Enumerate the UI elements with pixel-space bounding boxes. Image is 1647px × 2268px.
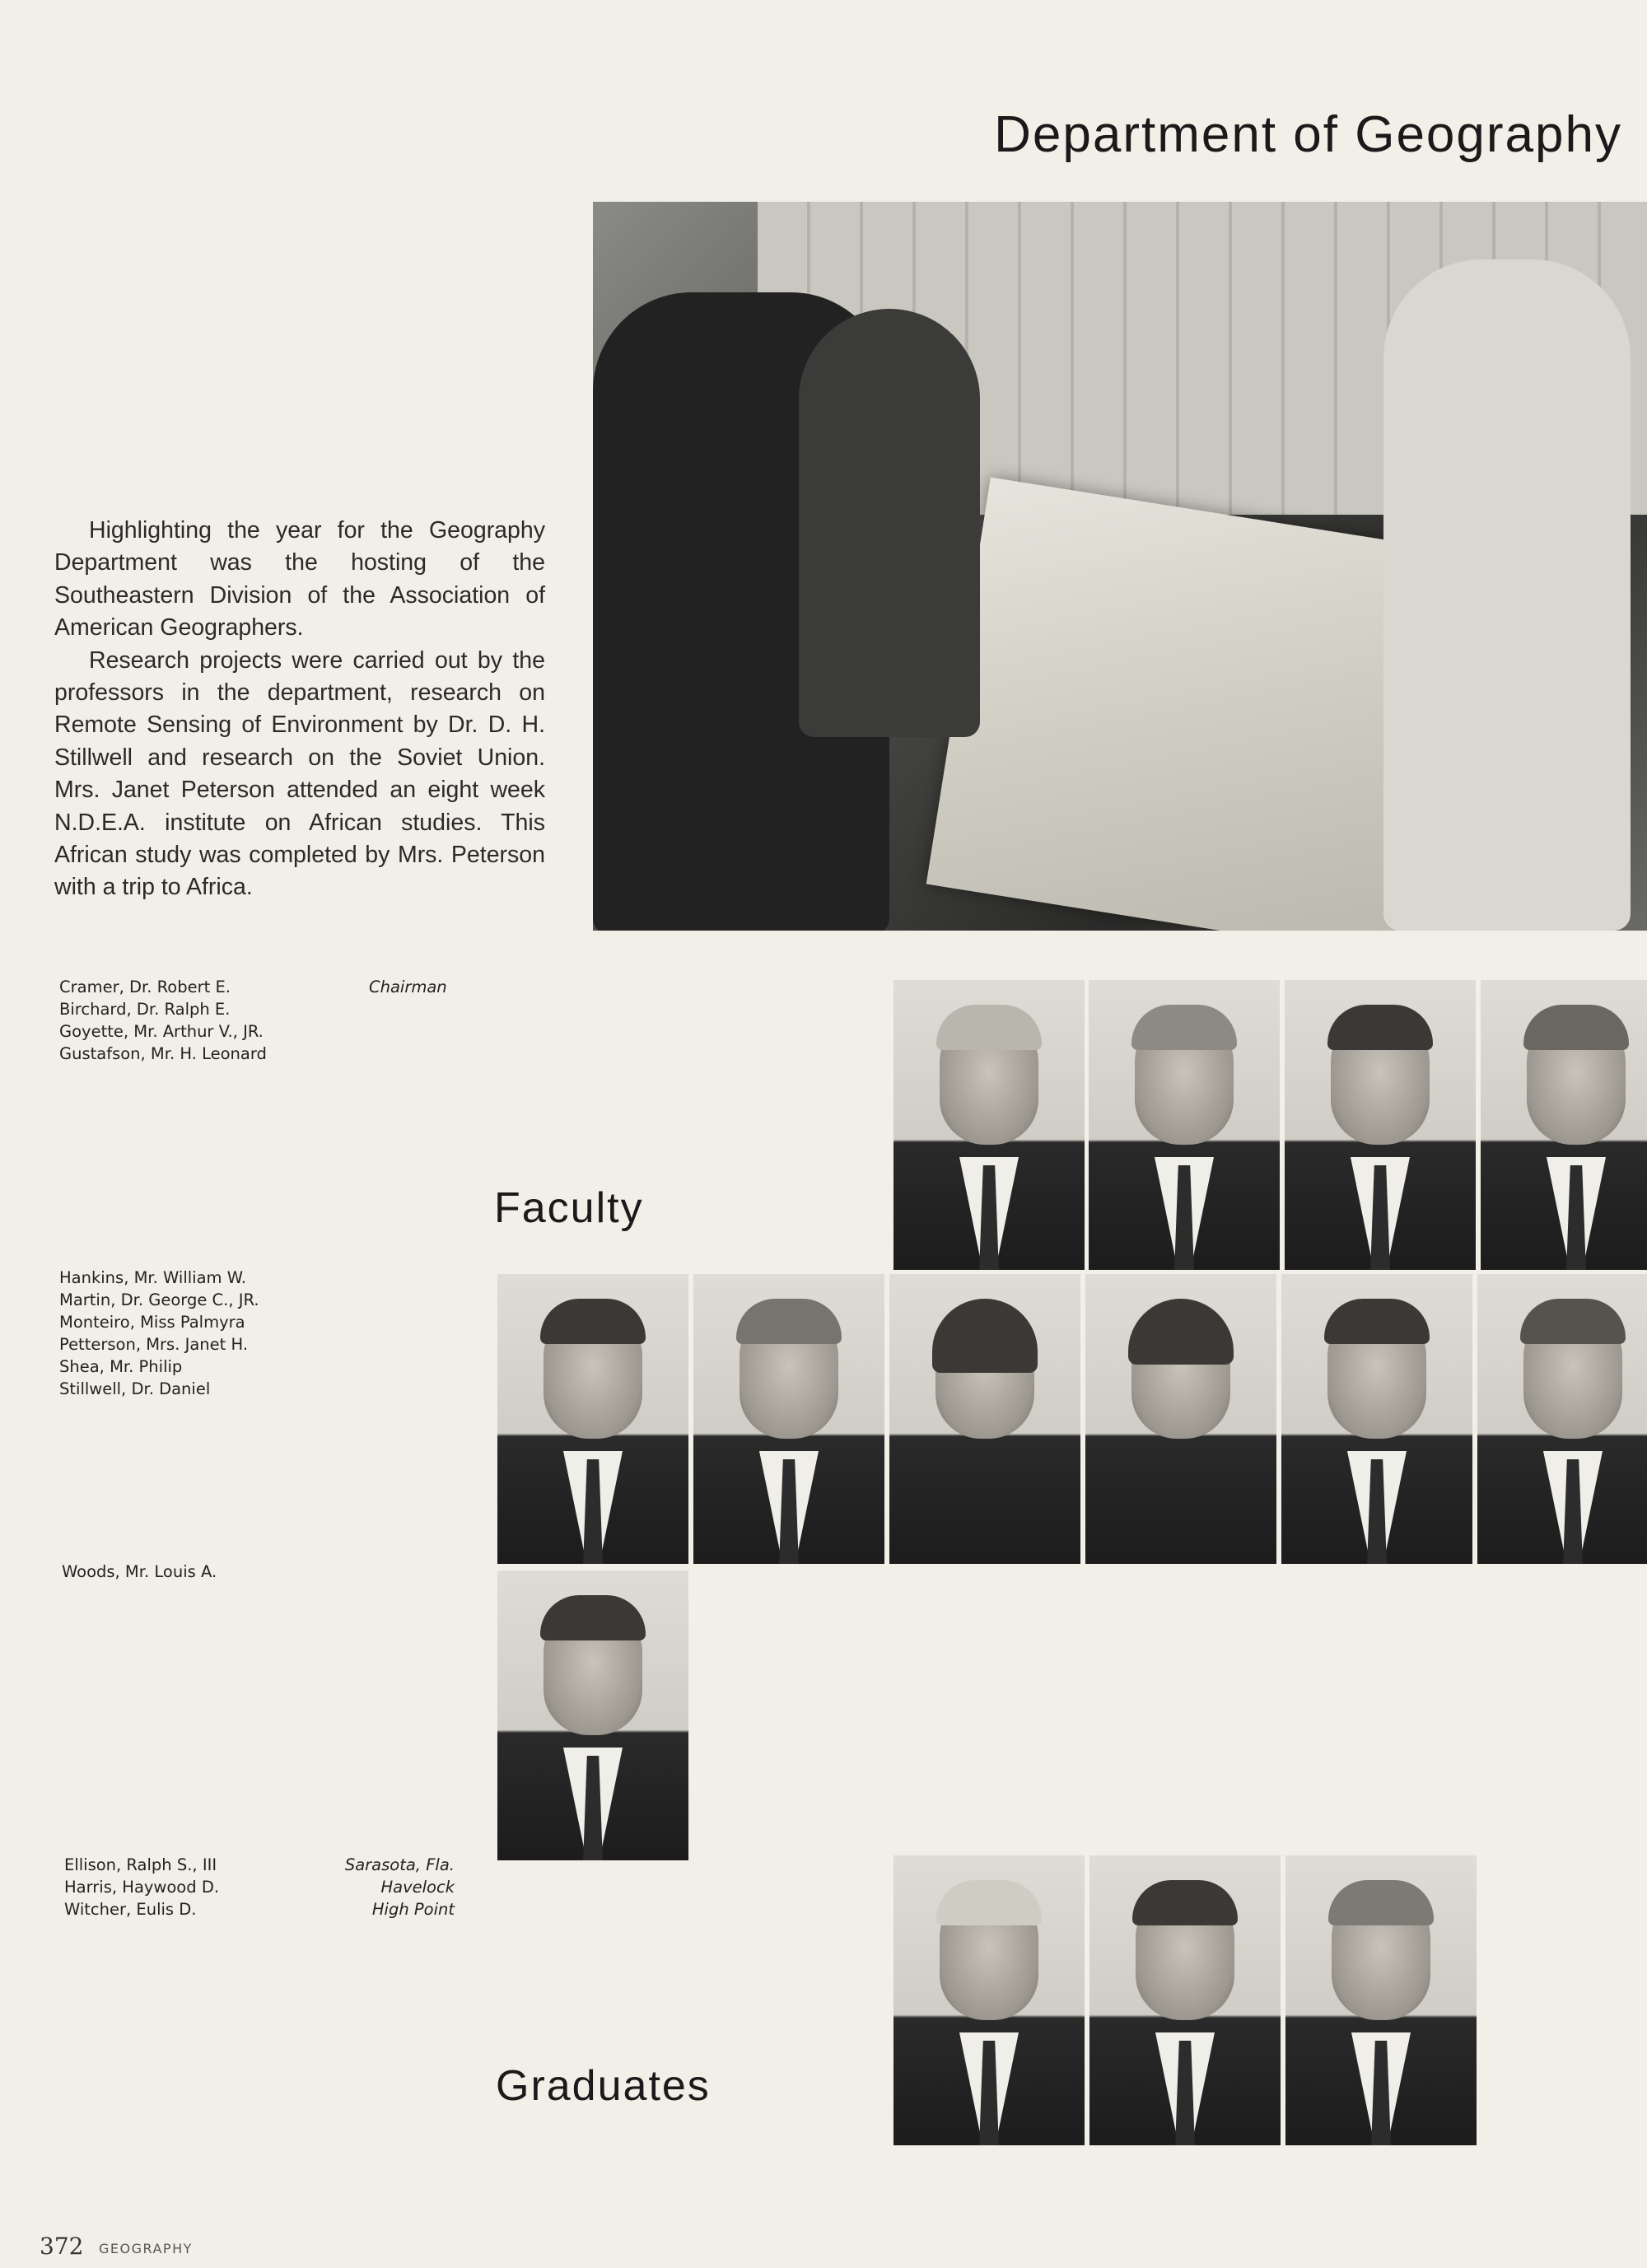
faculty-name: Shea, Mr. Philip — [59, 1357, 183, 1376]
faculty-portrait — [893, 980, 1085, 1270]
faculty-row2-names — [59, 1267, 259, 1400]
graduate-name: Harris, Haywood D. — [64, 1878, 220, 1897]
faculty-name: Birchard, Dr. Ralph E. — [59, 1000, 231, 1019]
faculty-portrait — [1285, 980, 1476, 1270]
page-title: Department of Geography — [994, 106, 1622, 163]
faculty-name: Petterson, Mrs. Janet H. — [59, 1335, 249, 1354]
faculty-row1-names — [59, 976, 267, 1065]
graduate-hometown: High Point — [371, 1900, 455, 1919]
faculty-portrait — [889, 1274, 1080, 1564]
graduates-heading: Graduates — [496, 2062, 711, 2110]
graduate-name: Ellison, Ralph S., III — [64, 1855, 217, 1874]
chairman-label: Chairman — [369, 978, 447, 996]
faculty-name: Stillwell, Dr. Daniel — [59, 1379, 211, 1398]
main-photo — [593, 202, 1647, 931]
graduate-portrait — [1089, 1855, 1281, 2145]
faculty-portrait — [1085, 1274, 1276, 1564]
faculty-name: Hankins, Mr. William W. — [59, 1268, 246, 1287]
faculty-portrait — [497, 1570, 688, 1860]
faculty-portrait — [1477, 1274, 1647, 1564]
graduate-hometown: Sarasota, Fla. — [344, 1855, 455, 1874]
faculty-heading: Faculty — [494, 1184, 644, 1232]
faculty-portrait — [1281, 1274, 1472, 1564]
graduate-name: Witcher, Eulis D. — [64, 1900, 197, 1919]
faculty-name: Goyette, Mr. Arthur V., JR. — [59, 1022, 264, 1041]
graduate-hometown: Havelock — [380, 1878, 455, 1897]
intro-paragraph-2: Research projects were carried out by the professors in the department, research on Remote Sensing of Environment by Dr. D. H. Stillwell and research on the Soviet Union. Mrs. Janet Peterson attended an eight week N.D.E.A. institute on African studies. This African study was completed by Mrs. Peterson with a trip to Africa. — [54, 646, 545, 901]
graduate-hometowns — [288, 1854, 455, 1920]
photo-person-middle — [799, 309, 980, 737]
page-number: 372 — [40, 2233, 84, 2260]
intro-text — [54, 515, 545, 904]
faculty-row3-names — [62, 1561, 217, 1583]
faculty-name: Martin, Dr. George C., JR. — [59, 1290, 259, 1309]
graduate-portrait — [893, 1855, 1085, 2145]
section-label: GEOGRAPHY — [99, 2241, 193, 2256]
graduate-names — [64, 1854, 219, 1920]
faculty-name: Woods, Mr. Louis A. — [62, 1562, 217, 1581]
faculty-name: Gustafson, Mr. H. Leonard — [59, 1044, 267, 1063]
graduate-portrait — [1285, 1855, 1477, 2145]
faculty-portrait — [497, 1274, 688, 1564]
faculty-name: Cramer, Dr. Robert E. — [59, 978, 231, 996]
faculty-portrait — [1089, 980, 1280, 1270]
faculty-portrait — [1481, 980, 1647, 1270]
intro-paragraph-1: Highlighting the year for the Geography Department was the hosting of the Southeastern Division of the Association of American Geographers. — [54, 517, 545, 642]
faculty-portrait — [693, 1274, 884, 1564]
photo-person-right — [1383, 259, 1631, 931]
faculty-name: Monteiro, Miss Palmyra — [59, 1313, 245, 1332]
